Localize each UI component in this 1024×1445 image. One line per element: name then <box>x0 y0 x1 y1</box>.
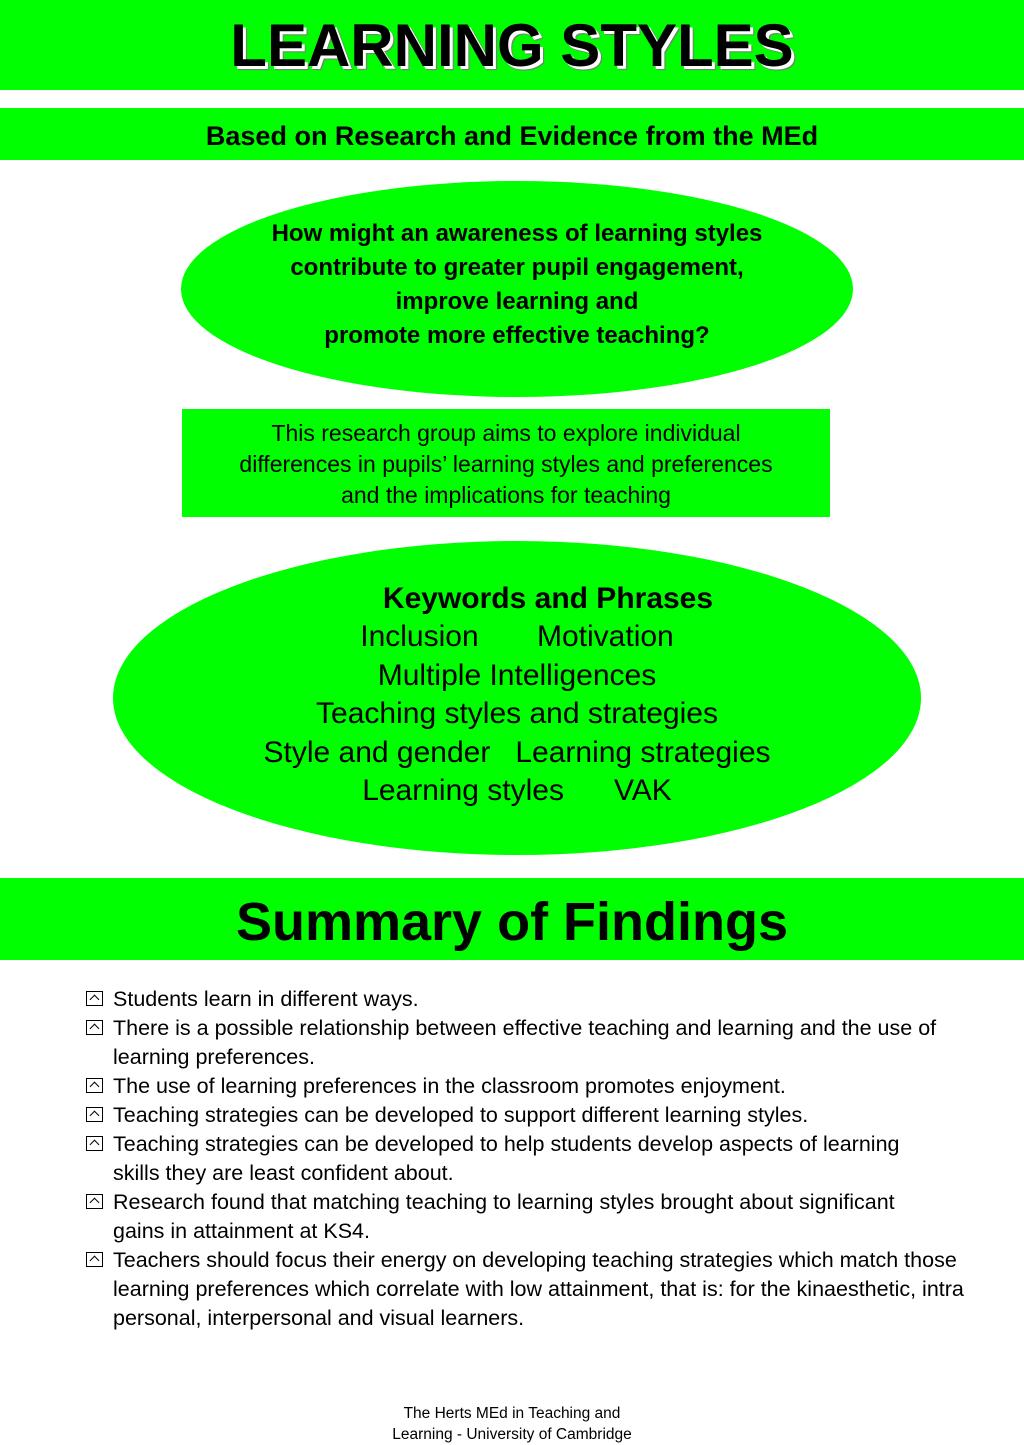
finding-text: Teachers should focus their energy on developing teaching strategies which match those learning preferences which correlate with low attainment, that is: for the kinaesthetic, intra personal, interpersonal and visual learners. <box>113 1248 964 1330</box>
keywords-heading: Keywords and Phrases <box>382 581 714 615</box>
finding-text: Teaching strategies can be developed to help students develop aspects of learning skills they are least confident about. <box>113 1132 900 1185</box>
keyword-line: Learning styles VAK <box>362 774 672 807</box>
page-title: LEARNING STYLES <box>230 12 794 79</box>
checkbox-bullet-icon <box>86 1078 103 1093</box>
aim-line: This research group aims to explore individual <box>271 420 741 446</box>
aim-box <box>182 409 830 517</box>
checkbox-bullet-icon <box>86 991 103 1006</box>
subtitle: Based on Research and Evidence from the MEd <box>205 121 819 151</box>
summary-banner <box>0 878 1024 960</box>
checkbox-bullet-icon <box>86 1107 103 1122</box>
question-line: promote more effective teaching? <box>324 322 710 349</box>
list-item <box>86 1014 986 1072</box>
checkbox-bullet-icon <box>86 1136 103 1151</box>
list-item <box>86 1246 973 1333</box>
keyword-line: Multiple Intelligences <box>377 658 657 692</box>
finding-text: There is a possible relationship between effective teaching and learning and the use of learning preferences. <box>113 1016 937 1069</box>
checkbox-bullet-icon <box>86 1020 103 1035</box>
checkbox-bullet-icon <box>86 1252 103 1267</box>
list-item <box>86 1130 933 1188</box>
footer-line: The Herts MEd in Teaching and <box>403 1405 621 1422</box>
list-item <box>86 1188 913 1246</box>
finding-text: Teaching strategies can be developed to support different learning styles. <box>113 1103 809 1127</box>
keywords-ellipse <box>113 541 921 855</box>
checkbox-bullet-icon <box>86 1194 103 1209</box>
keyword-line: Teaching styles and strategies <box>316 697 718 730</box>
finding-text: Research found that matching teaching to learning styles brought about significant gains in attainment at KS4. <box>113 1190 895 1243</box>
findings-list <box>86 985 986 1333</box>
finding-text: The use of learning preferences in the classroom promotes enjoyment. <box>113 1074 786 1098</box>
research-question-ellipse <box>181 181 853 397</box>
footer-line: Learning - University of Cambridge <box>392 1426 632 1443</box>
keyword-line: Inclusion Motivation <box>360 620 674 653</box>
question-line: How might an awareness of learning styles <box>271 220 763 247</box>
finding-text: Students learn in different ways. <box>113 987 419 1011</box>
aim-line: differences in pupils’ learning styles and preferences <box>239 451 773 477</box>
subtitle-banner <box>0 108 1024 160</box>
aim-line: and the implications for teaching <box>341 482 671 508</box>
question-line: contribute to greater pupil engagement, <box>290 254 744 281</box>
footer <box>0 1403 1024 1445</box>
summary-title: Summary of Findings <box>235 892 789 952</box>
title-banner <box>0 0 1024 90</box>
list-item <box>86 1072 986 1101</box>
keyword-line: Style and gender Learning strategies <box>263 735 771 769</box>
list-item <box>86 1101 986 1130</box>
list-item <box>86 985 986 1014</box>
question-line: improve learning and <box>395 288 639 315</box>
